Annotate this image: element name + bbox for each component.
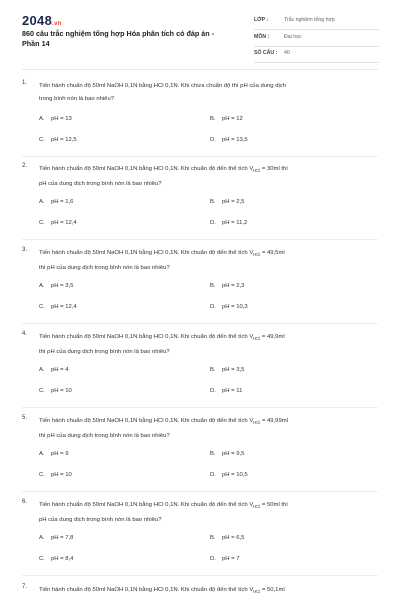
- option-text: pH = 9: [51, 451, 69, 457]
- option-text: pH = 6,5: [222, 535, 245, 541]
- option-text: pH = 9,5: [222, 451, 245, 457]
- question-text: Tiến hành chuẩn độ 50ml NaOH 0,1N bằng HCl 0,1N. Khi chuẩn độ đến thể tích $V_{HCl} = 49,99ml$ thì pH của dung dịch trong bình nón là bao nhiêu?: [39, 418, 288, 439]
- option-letter: B.: [210, 116, 216, 122]
- option-letter: A.: [39, 535, 45, 541]
- question-text: Tiến hành chuẩn độ 50ml NaOH 0,1N bằng HCl 0,1N. Khi chuẩn độ đến thể tích $V_{HCl} = 49,9ml$ thì pH của dung dịch trong bình nón là bao nhiêu?: [39, 334, 285, 355]
- answer-option[interactable]: [210, 220, 247, 226]
- document-title: 860 câu trắc nghiệm tổng hợp Hóa phân tích có đáp án - Phần 14: [22, 29, 215, 48]
- answer-option[interactable]: [39, 535, 73, 541]
- option-text: pH = 10: [51, 472, 72, 478]
- meta-value: Đại học: [284, 34, 302, 40]
- option-letter: D.: [210, 556, 216, 562]
- meta-key: LỚP :: [254, 17, 269, 23]
- option-letter: C.: [39, 304, 45, 310]
- option-text: pH = 12,5: [51, 137, 77, 143]
- meta-row-subject: [254, 30, 379, 47]
- meta-key: SỐ CÂU :: [254, 50, 278, 56]
- option-text: pH = 10,3: [222, 304, 248, 310]
- option-letter: C.: [39, 137, 45, 143]
- answer-option[interactable]: [210, 367, 244, 373]
- option-letter: A.: [39, 116, 45, 122]
- option-text: pH = 11,2: [222, 220, 248, 226]
- question-text: Tiến hành chuẩn độ 50ml NaOH 0,1N bằng HCl 0,1N. Khi chuẩn độ đến thể tích $V_{HCl} = 30ml$ thì pH của dung dịch trong bình nón là bao nhiêu?: [39, 166, 288, 187]
- question-number: 3.: [22, 247, 28, 253]
- option-text: pH = 12: [222, 116, 243, 122]
- answer-option[interactable]: [39, 388, 72, 394]
- option-text: pH = 4: [51, 367, 69, 373]
- question-number: 1.: [22, 80, 28, 86]
- option-letter: C.: [39, 220, 45, 226]
- option-letter: C.: [39, 556, 45, 562]
- option-text: pH = 7: [222, 556, 240, 562]
- option-letter: A.: [39, 283, 45, 289]
- question-divider: [22, 491, 378, 492]
- header: [0, 0, 400, 72]
- option-letter: A.: [39, 367, 45, 373]
- logo[interactable]: 2048.vn: [22, 13, 62, 28]
- question-number: 5.: [22, 415, 28, 421]
- meta-value: 40: [284, 50, 290, 56]
- option-text: pH = 2,3: [222, 283, 245, 289]
- question-number: 6.: [22, 499, 28, 505]
- question-divider: [22, 575, 378, 576]
- option-letter: D.: [210, 137, 216, 143]
- answer-option[interactable]: [39, 472, 72, 478]
- option-text: pH = 10: [51, 388, 72, 394]
- answer-option[interactable]: [39, 451, 69, 457]
- question-divider: [22, 239, 378, 240]
- answer-option[interactable]: [210, 283, 244, 289]
- question-text: Tiến hành chuẩn độ 50ml NaOH 0,1N bằng HCl 0,1N. Khi chuẩn độ đến thể tích $V_{HCl} = 49,5ml$ thì pH của dung dịch trong bình nón là bao nhiêu?: [39, 250, 285, 271]
- answer-option[interactable]: [39, 137, 77, 143]
- option-letter: D.: [210, 472, 216, 478]
- answer-option[interactable]: [210, 451, 244, 457]
- meta-row-count: [254, 46, 379, 63]
- option-letter: D.: [210, 304, 216, 310]
- question-divider: [22, 156, 378, 157]
- option-letter: B.: [210, 451, 216, 457]
- header-divider: [22, 69, 378, 70]
- option-letter: C.: [39, 388, 45, 394]
- option-text: pH = 12,4: [51, 304, 77, 310]
- option-letter: C.: [39, 472, 45, 478]
- option-letter: A.: [39, 451, 45, 457]
- option-text: pH = 11: [222, 388, 243, 394]
- option-letter: A.: [39, 199, 45, 205]
- option-text: pH = 8,4: [51, 556, 74, 562]
- option-letter: B.: [210, 535, 216, 541]
- meta-key: MÔN :: [254, 34, 270, 40]
- option-letter: D.: [210, 388, 216, 394]
- option-text: pH = 1,6: [51, 199, 74, 205]
- answer-option[interactable]: [39, 116, 72, 122]
- question-divider: [22, 407, 378, 408]
- answer-option[interactable]: [210, 535, 244, 541]
- answer-option[interactable]: [210, 388, 242, 394]
- answer-option[interactable]: [210, 304, 248, 310]
- question-divider: [22, 323, 378, 324]
- option-letter: B.: [210, 367, 216, 373]
- answer-option[interactable]: [39, 556, 73, 562]
- meta-value: Trắc nghiệm tổng hợp: [284, 17, 335, 23]
- option-text: pH = 3,5: [51, 283, 74, 289]
- answer-option[interactable]: [210, 556, 240, 562]
- answer-option[interactable]: [39, 220, 77, 226]
- option-text: pH = 7,8: [51, 535, 74, 541]
- option-text: pH = 10,5: [222, 472, 248, 478]
- question-number: 7.: [22, 584, 28, 590]
- meta-row-class: [254, 13, 379, 30]
- option-text: pH = 12,4: [51, 220, 77, 226]
- answer-option[interactable]: [210, 116, 243, 122]
- answer-option[interactable]: [210, 472, 248, 478]
- option-letter: D.: [210, 220, 216, 226]
- question-number: 4.: [22, 331, 28, 337]
- question-text: Tiến hành chuẩn độ 50ml NaOH 0,1N bằng HCl 0,1N. Khi chuẩn độ đến thể tích $V_{HCl} = 50,1ml$: [39, 587, 285, 595]
- question-text: Tiến hành chuẩn độ 50ml NaOH 0,1N bằng HCl 0,1N. Khi chưa chuẩn độ thì pH của dung dịch trong bình nón là bao nhiêu?: [39, 83, 287, 102]
- option-letter: B.: [210, 283, 216, 289]
- answer-option[interactable]: [39, 367, 69, 373]
- option-text: pH = 3,5: [222, 367, 245, 373]
- answer-option[interactable]: [210, 137, 248, 143]
- answer-option[interactable]: [39, 199, 73, 205]
- option-text: pH = 13,5: [222, 137, 248, 143]
- answer-option[interactable]: [39, 283, 73, 289]
- option-text: pH = 2,5: [222, 199, 245, 205]
- option-text: pH = 13: [51, 116, 72, 122]
- answer-option[interactable]: [210, 199, 244, 205]
- question-text: Tiến hành chuẩn độ 50ml NaOH 0,1N bằng HCl 0,1N. Khi chuẩn độ đến thể tích $V_{HCl} = 50ml$ thì pH của dung dịch trong bình nón là bao nhiêu?: [39, 502, 288, 523]
- question-number: 2.: [22, 163, 28, 169]
- option-letter: B.: [210, 199, 216, 205]
- answer-option[interactable]: [39, 304, 77, 310]
